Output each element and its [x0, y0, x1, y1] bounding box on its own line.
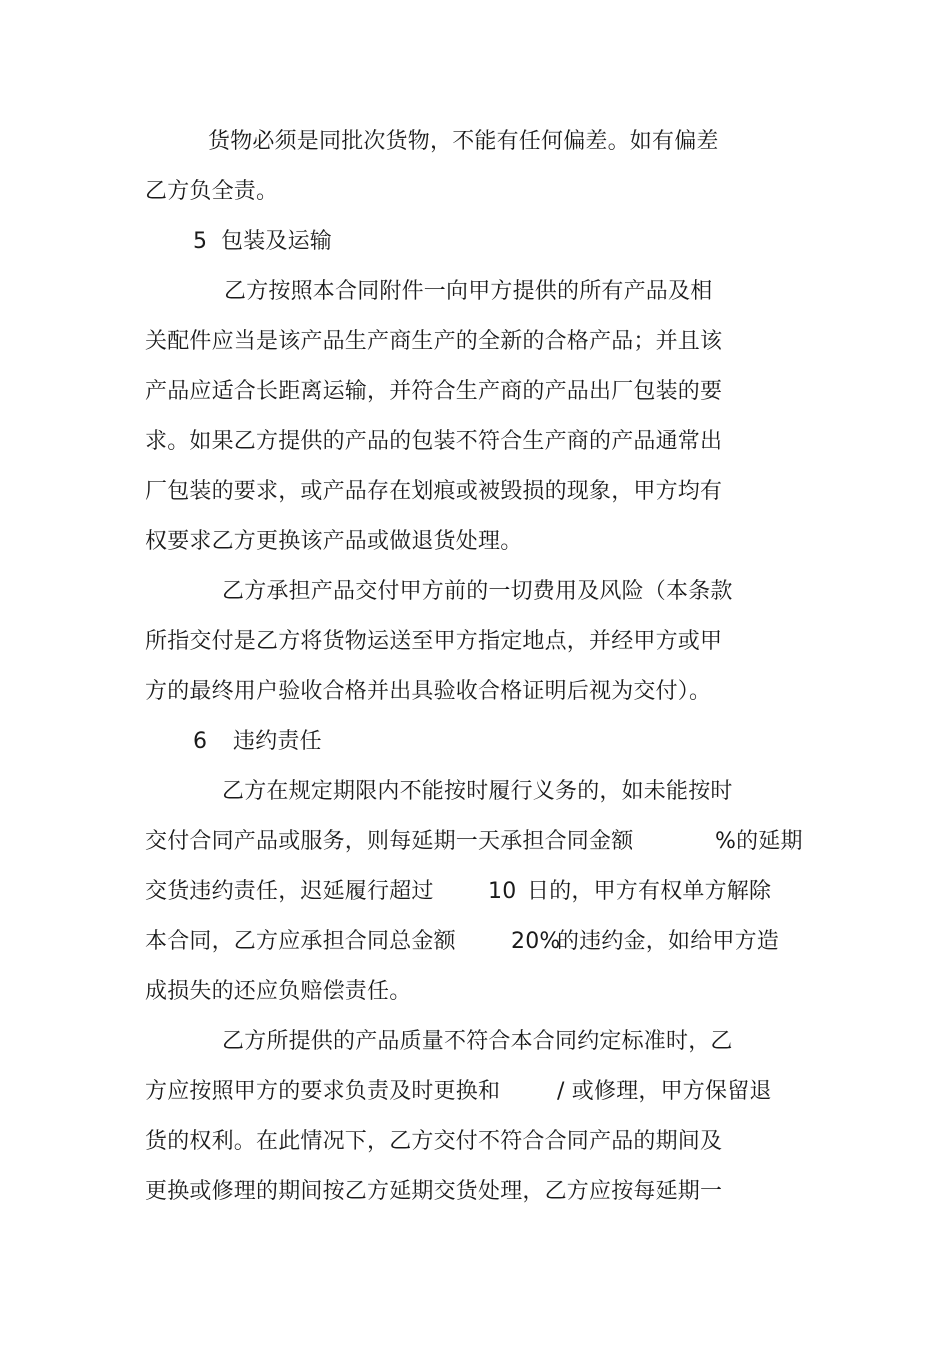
text-line: 所指交付是乙方将货物运送至甲方指定地点，并经甲方或甲 [145, 629, 723, 654]
text-line: 关配件应当是该产品生产商生产的全新的合格产品；并且该 [145, 329, 723, 354]
text-line: 乙方所提供的产品质量不符合本合同约定标准时，乙 [222, 1029, 733, 1054]
text-segment: 交付合同产品或服务，则每延期一天承担合同金额 [145, 829, 634, 854]
text-line: 权要求乙方更换该产品或做退货处理。 [145, 529, 523, 554]
text-line: 成损失的还应负赔偿责任。 [145, 979, 412, 1004]
text-line: 乙方在规定期限内不能按时履行义务的，如未能按时 [222, 779, 733, 804]
text-line: 求。如果乙方提供的产品的包装不符合生产商的产品通常出 [145, 429, 723, 454]
text-line [145, 1077, 805, 1107]
text-line: 货的权利。在此情况下，乙方交付不符合合同产品的期间及 [145, 1129, 723, 1154]
text-segment: / 或修理，甲方保留退 [557, 1079, 772, 1104]
text-segment: 的违约金，如给甲方造 [557, 929, 780, 954]
text-segment: 10 [488, 879, 517, 904]
text-line: 乙方负全责。 [145, 179, 279, 204]
text-line: 乙方按照本合同附件一向甲方提供的所有产品及相 [224, 279, 713, 304]
text-line: 更换或修理的期间按乙方延期交货处理，乙方应按每延期一 [145, 1179, 723, 1204]
text-line: 方的最终用户验收合格并出具验收合格证明后视为交付）。 [145, 679, 712, 704]
text-segment: 交货违约责任，迟延履行超过 [145, 879, 434, 904]
text-line [145, 827, 805, 857]
text-segment: 方应按照甲方的要求负责及时更换和 [145, 1079, 501, 1104]
text-line [145, 877, 805, 907]
section-title: 违约责任 [233, 729, 322, 754]
text-line: 乙方承担产品交付甲方前的一切费用及风险（本条款 [222, 579, 733, 604]
section-number: 5 [193, 229, 208, 254]
text-segment: 本合同，乙方应承担合同总金额 [145, 929, 456, 954]
text-segment: 20% [511, 929, 561, 954]
section-number: 6 [193, 729, 208, 754]
text-line: 厂包装的要求，或产品存在划痕或被毁损的现象，甲方均有 [145, 479, 723, 504]
text-segment: 日的，甲方有权单方解除 [527, 879, 772, 904]
text-line: 货物必须是同批次货物，不能有任何偏差。如有偏差 [208, 129, 719, 154]
text-segment: %的延期 [715, 829, 803, 854]
text-line [145, 927, 805, 957]
text-line: 产品应适合长距离运输，并符合生产商的产品出厂包装的要 [145, 379, 723, 404]
section-title: 包装及运输 [221, 229, 333, 254]
